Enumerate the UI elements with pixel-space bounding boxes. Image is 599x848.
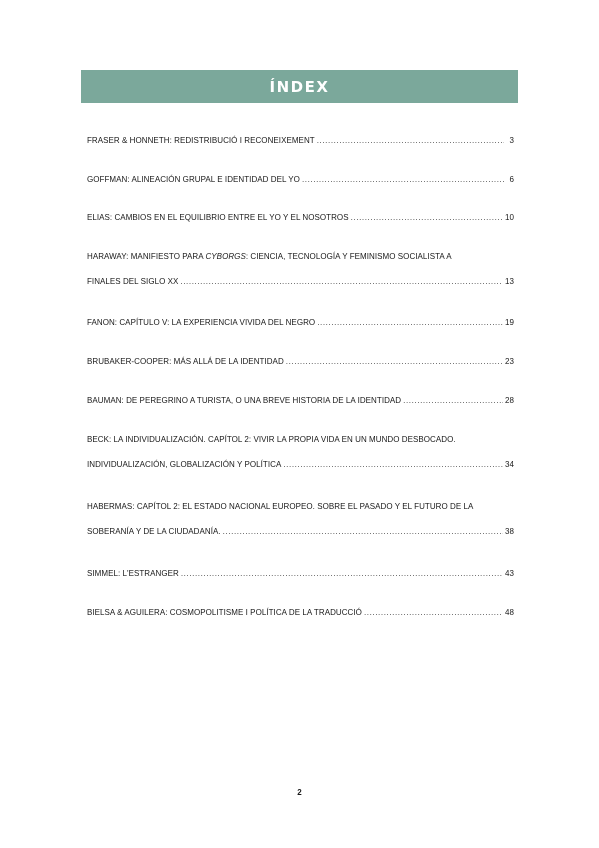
toc-page-number: 10 — [505, 213, 514, 222]
toc-entry-text: BRUBAKER-COOPER: MÁS ALLÁ DE LA IDENTIDAD — [87, 357, 284, 366]
index-title: ÍNDEX — [269, 77, 330, 96]
toc-entry-text: BAUMAN: DE PEREGRINO A TURISTA, O UNA BREVE HISTORIA DE LA IDENTIDAD — [87, 396, 402, 405]
toc-entry-text: ELIAS: CAMBIOS EN EL EQUILIBRIO ENTRE EL YO Y EL NOSOTROS — [87, 213, 349, 222]
toc-entry-brubaker-cooper[interactable] — [87, 357, 514, 371]
toc-entry-text: SIMMEL: L'ESTRANGER — [87, 569, 179, 578]
toc-entry-text: INDIVIDUALIZACIÓN, GLOBALIZACIÓN Y POLÍTICA — [87, 460, 282, 469]
toc-dot-leader — [283, 460, 503, 469]
toc-dot-leader — [302, 175, 504, 184]
toc-dot-leader — [317, 136, 504, 145]
page-number: 2 — [297, 788, 302, 797]
toc-page-number: 28 — [505, 396, 514, 405]
toc-dot-leader — [317, 318, 503, 327]
toc-page-number: 38 — [505, 527, 514, 536]
toc-page-number: 48 — [505, 608, 514, 617]
toc-page-number: 13 — [505, 277, 514, 286]
toc-entry-text: SOBERANÍA Y DE LA CIUDADANÍA. — [87, 527, 221, 536]
toc-page-number: 34 — [505, 460, 514, 469]
toc-entry-bielsa-aguilera[interactable] — [87, 608, 514, 622]
toc-dot-leader — [180, 277, 503, 286]
toc-entry-simmel[interactable] — [87, 569, 514, 583]
toc-entry-fraser-honneth[interactable] — [87, 136, 514, 150]
toc-entry-text-line1: BECK: LA INDIVIDUALIZACIÓN. CAPÍTOL 2: VIVIR LA PROPIA VIDA EN UN MUNDO DESBOCADO. — [87, 435, 456, 444]
toc-entry-text-line1: HARAWAY: MANIFIESTO PARA CYBORGS: CIENCIA, TECNOLOGÍA Y FEMINISMO SOCIALISTA A — [87, 252, 452, 261]
toc-page-number: 23 — [505, 357, 514, 366]
toc-page-number: 43 — [505, 569, 514, 578]
toc-dot-leader — [223, 527, 503, 536]
toc-dot-leader — [286, 357, 503, 366]
toc-entry-text-line1: HABERMAS: CAPÍTOL 2: EL ESTADO NACIONAL EUROPEO. SOBRE EL PASADO Y EL FUTURO DE LA — [87, 502, 474, 511]
toc-dot-leader — [403, 396, 503, 405]
index-header-bar — [81, 70, 518, 103]
toc-entry-fanon[interactable] — [87, 318, 514, 332]
toc-entry-beck[interactable] — [87, 435, 514, 474]
toc-dot-leader — [364, 608, 503, 617]
toc-entry-habermas[interactable] — [87, 502, 514, 541]
toc-entry-text: BIELSA & AGUILERA: COSMOPOLITISME I POLÍTICA DE LA TRADUCCIÓ — [87, 608, 362, 617]
toc-entry-text: FANON: CAPÍTULO V: LA EXPERIENCIA VIVIDA DEL NEGRO — [87, 318, 316, 327]
toc-dot-leader — [181, 569, 503, 578]
toc-page-number: 6 — [509, 175, 514, 184]
toc-entry-goffman[interactable] — [87, 175, 514, 189]
toc-entry-text: FINALES DEL SIGLO XX — [87, 277, 179, 286]
toc-dot-leader — [351, 213, 503, 222]
toc-entry-text: GOFFMAN: ALINEACIÓN GRUPAL E IDENTIDAD DEL YO — [87, 175, 300, 184]
toc-entry-elias[interactable] — [87, 213, 514, 227]
toc-page-number: 3 — [509, 136, 514, 145]
toc-entry-text: FRASER & HONNETH: REDISTRIBUCIÓ I RECONEIXEMENT — [87, 136, 315, 145]
toc-entry-haraway[interactable] — [87, 252, 514, 291]
toc-entry-bauman[interactable] — [87, 396, 514, 410]
toc-page-number: 19 — [505, 318, 514, 327]
